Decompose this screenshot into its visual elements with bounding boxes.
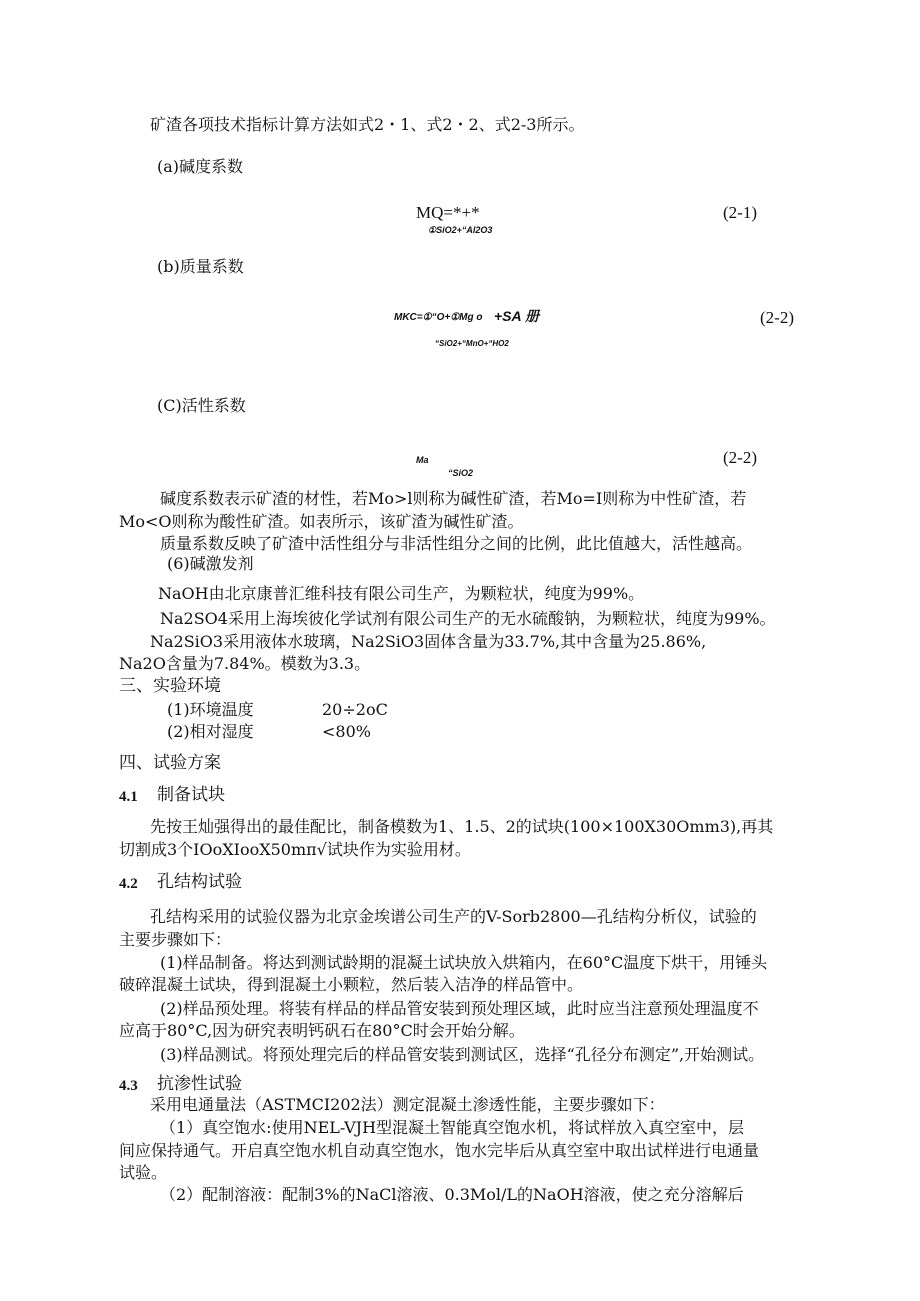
basicity-formula: MQ=*+* xyxy=(416,203,480,222)
environment-heading: 三、实验环境 xyxy=(119,676,221,696)
section-4-2-line1: 孔结构采用的试验仪器为北京金埃谱公司生产的V-Sorb2800—孔结构分析仪，试验的 xyxy=(150,907,757,926)
section-4-1-line2: 切割成3个IOoXIooX50mπ√试块作为实验用材。 xyxy=(119,840,471,859)
section-4-3-step2-line1: （2）配制溶液：配制3%的NaCl溶液、0.3Mol/L的NaOH溶液，使之充分溶解后 xyxy=(160,1185,744,1204)
section-4-2-line2: 主要步骤如下： xyxy=(119,930,232,949)
humidity-value: <80% xyxy=(322,722,371,741)
section-4-2-title: 孔结构试验 xyxy=(157,872,242,892)
plan-heading: 四、试验方案 xyxy=(119,753,221,773)
basicity-formula-denominator: ①SiO2+“Al2O3 xyxy=(428,225,493,235)
section-4-3-number: 4.3 xyxy=(119,1078,138,1094)
basicity-explanation-line2: Mo<O则称为酸性矿渣。如表所示，该矿渣为碱性矿渣。 xyxy=(119,512,524,531)
activity-formula-denominator: “SiO2 xyxy=(448,468,474,478)
basicity-equation-number: (2-1) xyxy=(723,203,757,222)
basicity-heading: (a)碱度系数 xyxy=(157,157,244,176)
temperature-value: 20÷2oC xyxy=(322,700,388,719)
activity-equation-number: (2-2) xyxy=(723,448,757,467)
section-4-3-line1: 采用电通量法（ASTMCI202法）测定混凝土渗透性能，主要步骤如下： xyxy=(150,1095,665,1114)
section-4-3-step1-line3: 试验。 xyxy=(119,1163,168,1182)
section-4-2-step2-line2: 应高于80°C,因为研究表明钙矾石在80°C时会开始分解。 xyxy=(119,1021,525,1040)
temperature-label: (1)环境温度 xyxy=(167,700,254,719)
section-4-3-step1-line1: （1）真空饱水:使用NEL-VJH型混凝土智能真空饱水机，将试样放入真空室中，层 xyxy=(160,1118,745,1137)
section-4-3-title: 抗渗性试验 xyxy=(157,1074,242,1094)
section-4-2-step1-line1: (1)样品制备。将达到测试龄期的混凝土试块放入烘箱内，在60°C温度下烘干，用锤头 xyxy=(160,953,768,972)
section-4-1-line1: 先按王灿强得出的最佳配比，制备模数为1、1.5、2的试块(100×100X30Omm3),再其 xyxy=(150,817,774,836)
section-4-1-title: 制备试块 xyxy=(157,785,225,805)
section-4-2-step1-line2: 破碎混凝土试块，得到混凝土小颗粒，然后装入洁净的样品管中。 xyxy=(119,975,584,994)
quality-formula-denominator: “SiO2+“MnO+“HO2 xyxy=(435,339,509,348)
na2so4-description: Na2SO4采用上海埃彼化学试剂有限公司生产的无水硫酸钠，为颗粒状，纯度为99%。 xyxy=(160,609,776,628)
naoh-description: NaOH由北京康普汇维科技有限公司生产，为颗粒状，纯度为99%。 xyxy=(158,584,645,603)
section-4-3-step1-line2: 间应保持通气。开启真空饱水机自动真空饱水，饱水完毕后从真空室中取出试样进行电通量 xyxy=(119,1141,760,1160)
basicity-explanation-line1: 碱度系数表示矿渣的材性，若Mo>l则称为碱性矿渣，若Mo=I则称为中性矿渣，若 xyxy=(160,489,747,508)
humidity-label: (2)相对湿度 xyxy=(167,722,254,741)
quality-explanation: 质量系数反映了矿渣中活性组分与非活性组分之间的比例，此比值越大，活性越高。 xyxy=(160,534,753,553)
intro-text: 矿渣各项技术指标计算方法如式2・1、式2・2、式2-3所示。 xyxy=(150,115,585,134)
section-4-2-step2-line1: (2)样品预处理。将装有样品的样品管安装到预处理区域，此时应当注意预处理温度不 xyxy=(160,999,759,1018)
na2sio3-description-line2: Na2O含量为7.84%。模数为3.3。 xyxy=(119,654,371,673)
quality-formula: MKC=①“O+①Mg o xyxy=(394,312,483,323)
section-4-2-number: 4.2 xyxy=(119,876,138,892)
quality-formula-tail: +SA 册 xyxy=(494,308,539,324)
activity-formula: Ma xyxy=(416,455,429,465)
section-4-1-number: 4.1 xyxy=(119,789,138,805)
quality-heading: (b)质量系数 xyxy=(157,257,244,276)
na2sio3-description-line1: Na2SiO3采用液体水玻璃，Na2SiO3固体含量为33.7%,其中含量为25.86%, xyxy=(150,632,707,651)
quality-equation-number: (2-2) xyxy=(760,308,794,327)
activator-heading: (6)碱激发剂 xyxy=(167,554,254,573)
activity-heading: (C)活性系数 xyxy=(157,396,246,415)
section-4-2-step3: (3)样品测试。将预处理完后的样品管安装到测试区，选择“孔径分布测定”,开始测试。 xyxy=(160,1045,765,1064)
